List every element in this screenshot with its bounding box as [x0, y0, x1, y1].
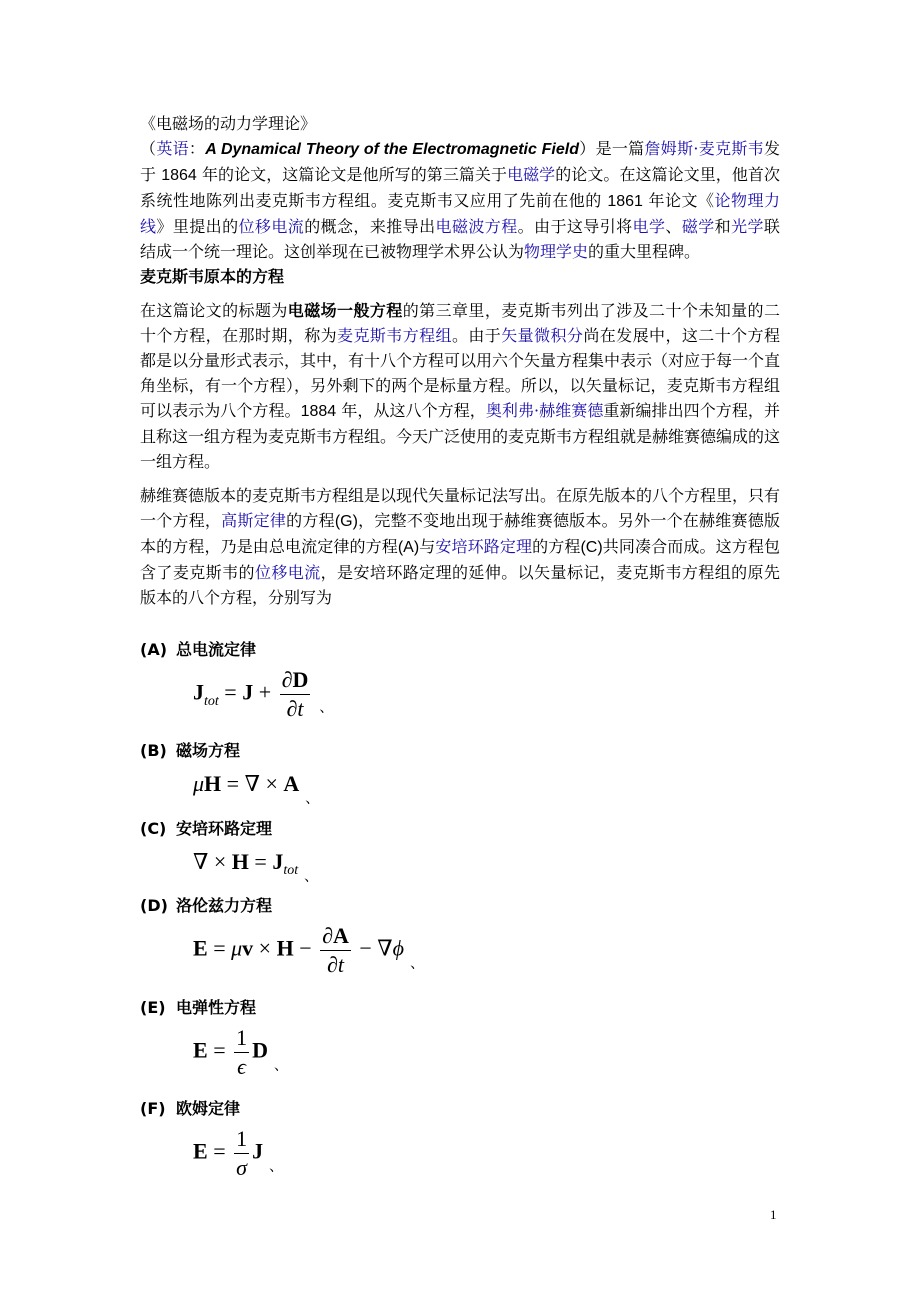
- equation-c: ∇ × $H = J_{tot}$ $_、$: [193, 849, 319, 885]
- english-title: A Dynamical Theory of the Electromagnetic Field: [205, 141, 579, 158]
- intro-paragraph: （英语：A Dynamical Theory of the Electromagnetic Field）是一篇詹姆斯·麦克斯韦发于 1864 年的论文，这篇论文是他所写的第三篇关于电磁学的论文。在这篇论文里，他首次系统性地陈列出麦克斯韦方程组。麦克斯韦又应用了先前在他的 1861 年论文《论物理力线》里提出的位移电流的概念，来推导出电磁波方程。由于这导引将电学、磁学和光学联结成一个统一理论。这创举现在已被物理学术界公认为物理学史的重大里程碑。: [140, 139, 780, 261]
- link-displacement-current[interactable]: 位移电流: [238, 217, 305, 236]
- equation-label-e: (E) 电弹性方程: [140, 998, 257, 1017]
- link-magnetism[interactable]: 磁学: [681, 217, 715, 236]
- equation-label-b: (B) 磁场方程: [140, 741, 241, 760]
- equation-f: E = $\frac{1}{\sigma}$ $J_、$: [193, 1126, 284, 1180]
- link-vector-calculus[interactable]: 矢量微积分: [501, 326, 584, 345]
- link-gauss-law[interactable]: 高斯定律: [221, 511, 287, 530]
- page-number: 1: [770, 1207, 777, 1222]
- equation-d: E = μv × H − $\frac{\partial A}{\partial t}$ − $\nabla\phi_、$: [193, 923, 425, 977]
- link-english[interactable]: 英语: [156, 139, 189, 158]
- link-electromagnetism[interactable]: 电磁学: [507, 165, 556, 184]
- link-optics[interactable]: 光学: [731, 217, 764, 236]
- section-heading: 麦克斯韦原本的方程: [140, 267, 285, 286]
- link-maxwell[interactable]: 詹姆斯·麦克斯韦: [644, 139, 764, 158]
- link-heaviside[interactable]: 奥利弗·赫维赛德: [485, 401, 604, 420]
- paragraph-two: 在这篇论文的标题为电磁场一般方程的第三章里，麦克斯韦列出了涉及二十个未知量的二十个方程，在那时期，称为麦克斯韦方程组。由于矢量微积分尚在发展中，这二十个方程都是以分量形式表示，其中，有十八个方程可以用六个矢量方程集中表示（对应于每一个直角坐标，有一个方程），另外剩下的两个是标量方程。所以，以矢量标记，麦克斯韦方程组可以表示为八个方程。1884 年，从这八个方程，奥利弗·赫维赛德重新编排出四个方程，并且称这一组方程为麦克斯韦方程组。今天广泛使用的麦克斯韦方程组就是赫维赛德编成的这一组方程。: [140, 301, 781, 471]
- equation-e: E = $\frac{1}{\epsilon}$ $D_、$: [193, 1025, 288, 1079]
- equation-label-f: (F) 欧姆定律: [140, 1099, 241, 1118]
- link-em-wave-equation[interactable]: 电磁波方程: [435, 217, 518, 236]
- equation-label-c: (C) 安培环路定理: [140, 819, 273, 838]
- link-history-physics[interactable]: 物理学史: [524, 242, 589, 261]
- link-ampere-law[interactable]: 安培环路定理: [435, 537, 533, 556]
- link-displacement-current-2[interactable]: 位移电流: [254, 563, 321, 582]
- paragraph-three: 赫维赛德版本的麦克斯韦方程组是以现代矢量标记法写出。在原先版本的八个方程里，只有一个方程，高斯定律的方程(G)，完整不变地出现于赫维赛德版本。另外一个在赫维赛德版本的方程，乃是由总电流定律的方程(A)与安培环路定理的方程(C)共同凑合而成。这方程包含了麦克斯韦的位移电流，是安培环路定理的延伸。以矢量标记，麦克斯韦方程组的原先版本的八个方程，分别写为: [140, 486, 781, 607]
- equation-a: $J_{tot} = J$ + $\frac{\partial D}{\partial t}$ $_、$: [193, 667, 334, 721]
- link-physical-lines[interactable]: 论物理力线: [140, 191, 780, 236]
- link-maxwell-equations[interactable]: 麦克斯韦方程组: [337, 326, 452, 345]
- doc-title: 《电磁场的动力学理论》: [140, 114, 317, 133]
- link-electricity[interactable]: 电学: [632, 217, 666, 236]
- equation-label-d: (D) 洛伦兹力方程: [140, 896, 273, 915]
- document-body: [140, 111, 780, 610]
- equation-label-a: (A) 总电流定律: [140, 640, 257, 659]
- equation-b: μH = ∇ × $A_、$: [193, 771, 320, 807]
